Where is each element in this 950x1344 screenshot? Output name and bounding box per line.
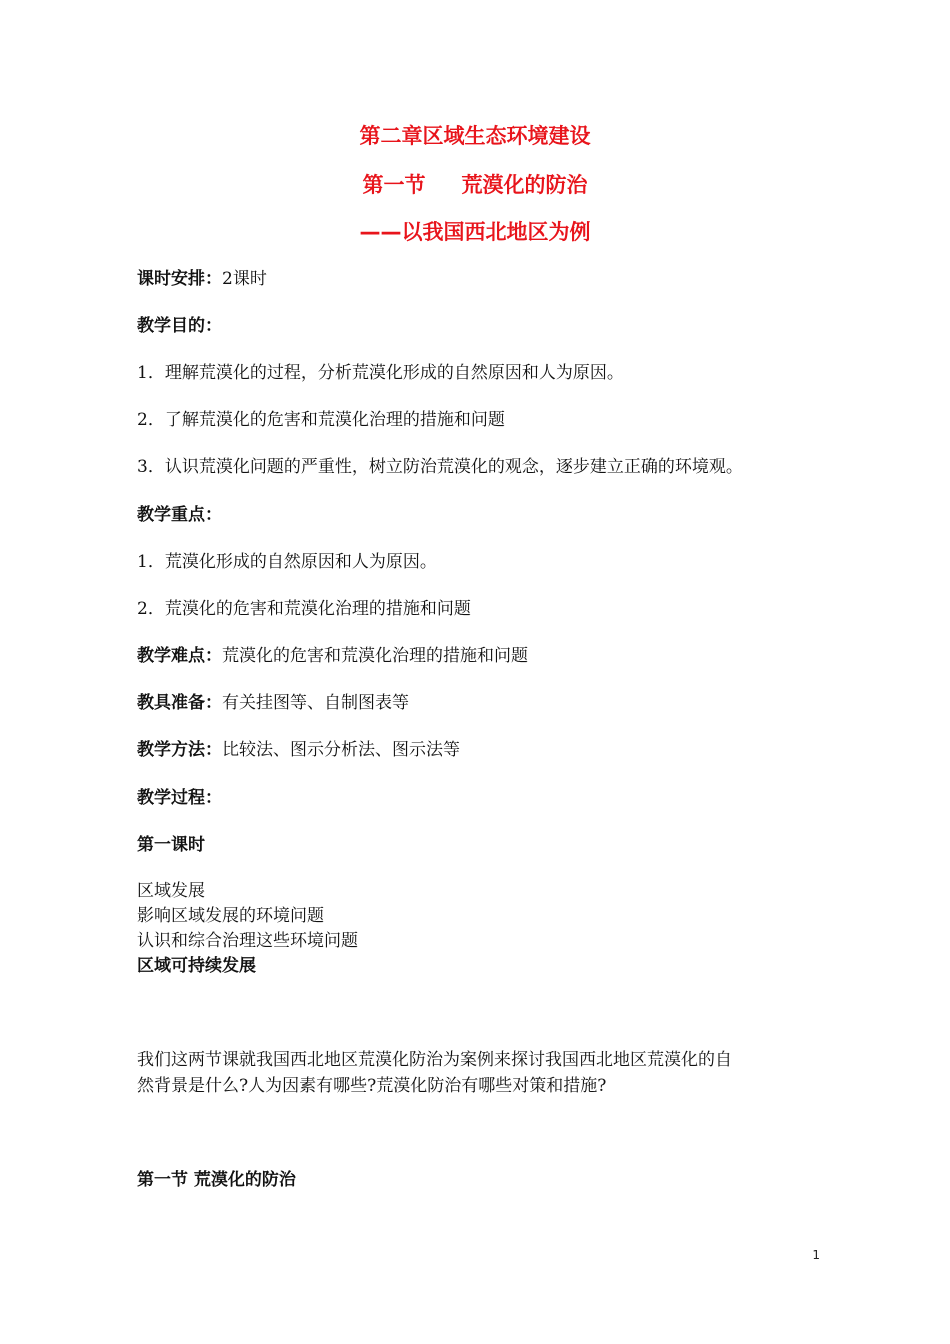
section-heading: 第一节 荒漠化的防治 — [137, 1170, 296, 1190]
methods-value: 比较法、图示分析法、图示法等 — [222, 740, 460, 760]
lesson-one-label: 第一课时 — [137, 835, 205, 855]
difficulty-value: 荒漠化的危害和荒漠化治理的措施和问题 — [222, 646, 528, 666]
key-point-item: 2．荒漠化的危害和荒漠化治理的措施和问题 — [137, 599, 471, 619]
schedule-value: 2课时 — [222, 269, 267, 289]
key-point-item: 1．荒漠化形成的自然原因和人为原因。 — [137, 552, 437, 572]
objective-item: 1．理解荒漠化的过程，分析荒漠化形成的自然原因和人为原因。 — [137, 363, 624, 383]
key-points-label: 教学重点： — [137, 505, 222, 525]
flow-item: 区域发展 — [137, 881, 205, 901]
flow-final: 区域可持续发展 — [137, 956, 256, 976]
section-title — [0, 171, 950, 199]
intro-line-2: 然背景是什么?人为因素有哪些?荒漠化防治有哪些对策和措施? — [137, 1076, 607, 1096]
difficulty-line — [137, 644, 528, 668]
intro-line-1: 我们这两节课就我国西北地区荒漠化防治为案例来探讨我国西北地区荒漠化的自 — [137, 1050, 732, 1070]
schedule-line — [137, 267, 267, 291]
schedule-label: 课时安排： — [137, 269, 222, 289]
methods-label: 教学方法： — [137, 740, 222, 760]
materials-value: 有关挂图等、自制图表等 — [222, 693, 409, 713]
materials-label: 教具准备： — [137, 693, 222, 713]
objective-item: 3．认识荒漠化问题的严重性，树立防治荒漠化的观念，逐步建立正确的环境观。 — [137, 457, 743, 477]
flow-item: 认识和综合治理这些环境问题 — [137, 931, 358, 951]
section-name: 荒漠化的防治 — [461, 173, 588, 197]
section-number: 第一节 — [362, 173, 426, 197]
flow-item: 影响区域发展的环境问题 — [137, 906, 324, 926]
page-number: 1 — [812, 1248, 820, 1262]
difficulty-label: 教学难点： — [137, 646, 222, 666]
objectives-label: 教学目的： — [137, 316, 222, 336]
materials-line — [137, 691, 409, 715]
methods-line — [137, 738, 460, 762]
chapter-title: 第二章区域生态环境建设 — [359, 124, 591, 148]
section-subtitle: ——以我国西北地区为例 — [359, 220, 591, 244]
process-label: 教学过程： — [137, 788, 222, 808]
objective-item: 2．了解荒漠化的危害和荒漠化治理的措施和问题 — [137, 410, 505, 430]
